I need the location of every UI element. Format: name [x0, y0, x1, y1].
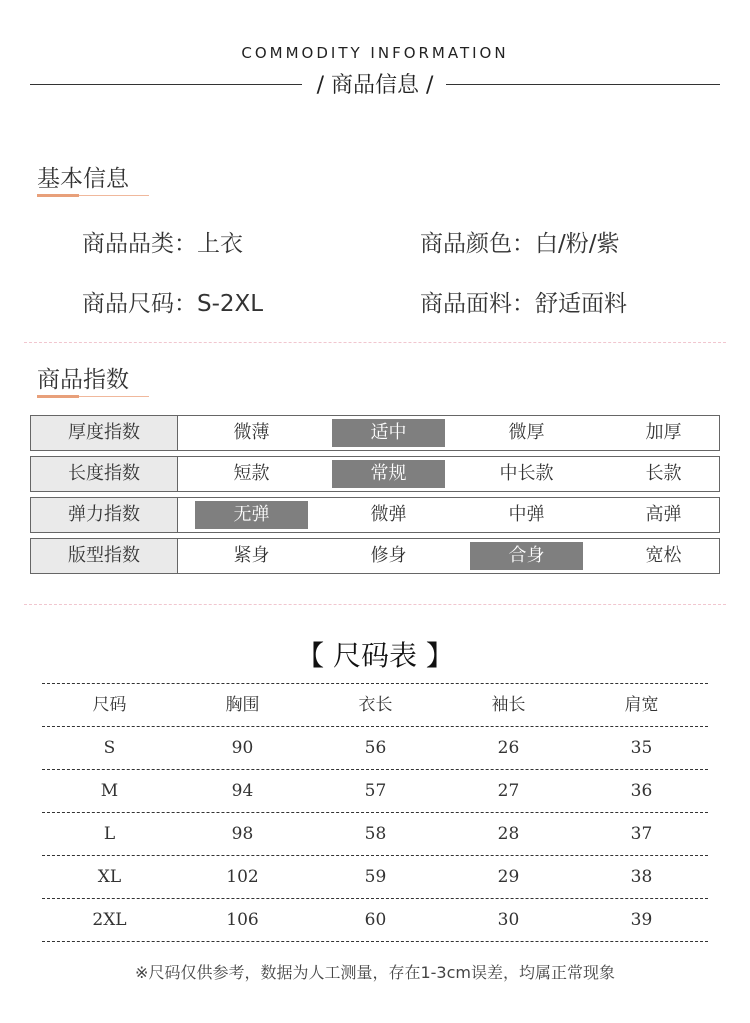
index-option: 微弹: [370, 504, 407, 525]
size-chart-cell: 2XL: [92, 910, 127, 930]
size-chart-row: [42, 726, 708, 769]
index-option: 微厚: [508, 422, 545, 443]
basic-info-title: 基本信息: [37, 166, 129, 192]
size-chart-cell: 27: [497, 781, 520, 801]
size-chart-header-cell: 胸围: [225, 695, 260, 715]
size-chart-row: [42, 769, 708, 812]
index-option: 中长款: [499, 463, 554, 484]
index-underline: [37, 396, 149, 397]
index-option: 短款: [233, 463, 270, 484]
index-row-label: 长度指数: [31, 457, 178, 491]
size-chart-title: 【 尺码表 】: [296, 639, 454, 672]
index-row-label: 弹力指数: [31, 498, 178, 532]
header-chinese-title: / 商品信息 /: [316, 73, 434, 98]
info-category: 商品品类：上衣: [82, 231, 243, 257]
index-option: 加厚: [645, 422, 682, 443]
size-chart-cell: 38: [630, 867, 653, 887]
index-option: 微薄: [233, 422, 270, 443]
size-chart-header-cell: 肩宽: [624, 695, 659, 715]
size-chart-header-cell: 衣长: [358, 695, 393, 715]
size-chart-cell: 37: [630, 824, 653, 844]
section-divider: [24, 342, 726, 343]
size-chart-header-cell: 袖长: [491, 695, 526, 715]
size-chart-cell: S: [103, 738, 116, 758]
size-chart-cell: 30: [497, 910, 520, 930]
size-chart-cell: XL: [97, 867, 122, 887]
size-chart-cell: 106: [226, 910, 259, 930]
index-option: 中弹: [508, 504, 545, 525]
size-chart-cell: L: [103, 824, 116, 844]
index-row-label: 厚度指数: [31, 416, 178, 450]
index-option-selected: 无弹: [195, 501, 308, 529]
index-option: 长款: [645, 463, 682, 484]
index-option-selected: 适中: [332, 419, 445, 447]
size-chart-row: [42, 812, 708, 855]
index-option-selected: 合身: [470, 542, 583, 570]
size-chart-cell: 26: [497, 738, 520, 758]
size-chart-cell: 58: [364, 824, 387, 844]
index-row: [30, 497, 720, 533]
size-chart-cell: 59: [364, 867, 387, 887]
index-row-label: 版型指数: [31, 539, 178, 573]
size-chart-cell: 36: [630, 781, 653, 801]
size-chart-cell: 60: [364, 910, 387, 930]
size-chart-header-cell: 尺码: [92, 695, 127, 715]
info-color: 商品颜色：白/粉/紫: [420, 231, 620, 257]
size-chart-row: [42, 855, 708, 898]
size-chart-cell: 35: [630, 738, 653, 758]
size-chart-cell: 102: [226, 867, 259, 887]
size-chart-note: ※尺码仅供参考，数据为人工测量，存在1-3cm误差，均属正常现象: [135, 963, 615, 982]
index-title: 商品指数: [37, 367, 129, 393]
index-row: [30, 538, 720, 574]
header-divider-right: [446, 84, 720, 85]
header-english-title: COMMODITY INFORMATION: [241, 44, 509, 62]
index-row: [30, 415, 720, 451]
size-chart-cell: 98: [231, 824, 254, 844]
size-chart-header: [42, 683, 708, 726]
size-chart-cell: M: [100, 781, 119, 801]
size-chart-cell: 94: [231, 781, 254, 801]
index-option: 修身: [370, 545, 407, 566]
size-chart-cell: 56: [364, 738, 387, 758]
size-chart-cell: 57: [364, 781, 387, 801]
index-option: 宽松: [645, 545, 682, 566]
section-divider: [24, 604, 726, 605]
index-option: 紧身: [233, 545, 270, 566]
index-option-selected: 常规: [332, 460, 445, 488]
size-chart-row: [42, 898, 708, 942]
basic-info-underline: [37, 195, 149, 196]
info-fabric: 商品面料：舒适面料: [420, 291, 627, 317]
info-size: 商品尺码：S-2XL: [82, 291, 264, 317]
size-chart-cell: 29: [497, 867, 520, 887]
size-chart-table: [42, 683, 708, 942]
size-chart-cell: 90: [231, 738, 254, 758]
index-row: [30, 456, 720, 492]
size-chart-cell: 28: [497, 824, 520, 844]
size-chart-cell: 39: [630, 910, 653, 930]
index-option: 高弹: [645, 504, 682, 525]
